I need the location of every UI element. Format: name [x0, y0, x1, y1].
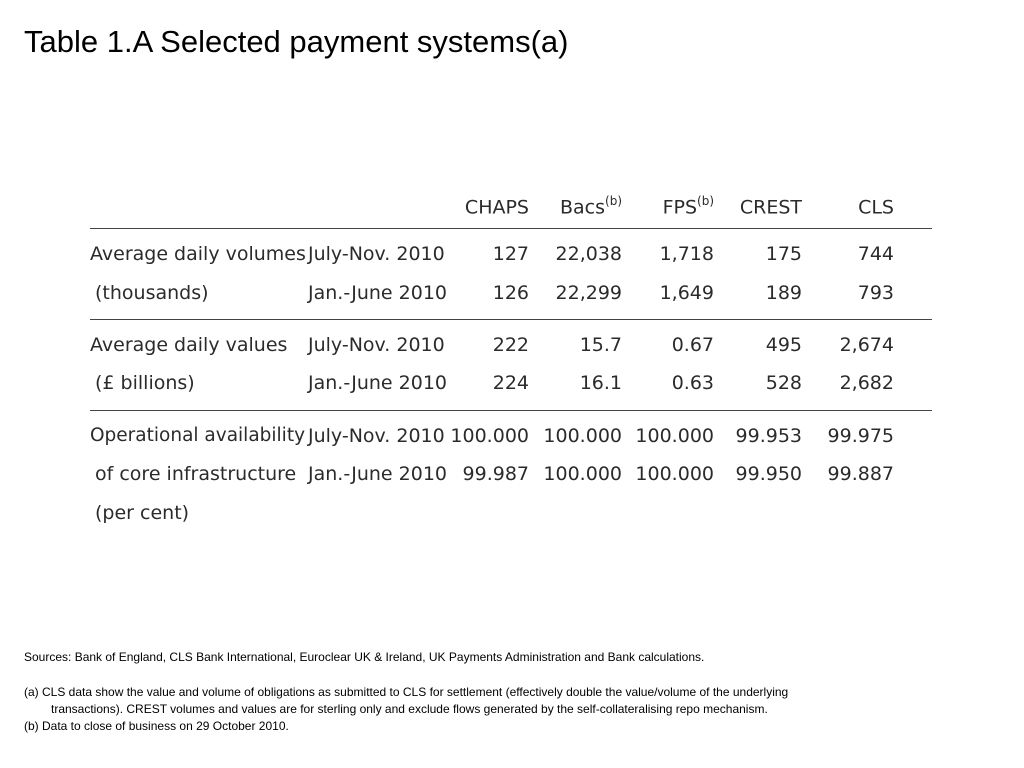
table-cell: 100.000 [543, 463, 622, 485]
table-cell: 1,649 [659, 282, 714, 304]
table-cell: 22,038 [555, 243, 622, 265]
table-cell: 100.000 [635, 463, 714, 485]
table-cell: 127 [492, 243, 529, 265]
table-cell: 99.950 [735, 463, 802, 485]
payment-systems-table [90, 180, 932, 540]
section-label-availability-line2: of core infrastructure [95, 463, 297, 485]
table-cell: 528 [765, 372, 802, 394]
table-cell: 2,674 [839, 334, 894, 356]
footnote-a: (a) CLS data show the value and volume of obligations as submitted to CLS for settlement (effectively double the value/volume of the underlying [24, 685, 789, 699]
page-title: Table 1.A Selected payment systems(a) [24, 24, 569, 59]
table-rule [90, 410, 932, 411]
table-cell: 2,682 [839, 372, 894, 394]
table-cell: 0.67 [671, 334, 714, 356]
section-label-availability: Operational availability [90, 425, 306, 446]
table-cell: 224 [492, 372, 529, 394]
table-cell: 1,718 [659, 243, 714, 265]
table-cell: 99.975 [827, 425, 894, 447]
sources-note: Sources: Bank of England, CLS Bank International, Euroclear UK & Ireland, UK Payments Administration and Bank calculations. [24, 650, 705, 664]
column-header-fps: FPS$^{(b)}$ [662, 194, 714, 219]
table-rule [90, 228, 932, 229]
footnote-b: (b) Data to close of business on 29 October 2010. [24, 719, 289, 733]
table-cell: 16.1 [579, 372, 622, 394]
table-cell: 793 [857, 282, 894, 304]
period-label: July-Nov. 2010 [308, 334, 445, 356]
section-label-availability-unit: (per cent) [95, 502, 190, 524]
table-cell: 99.953 [735, 425, 802, 447]
table-cell: 222 [492, 334, 529, 356]
table-cell: 22,299 [555, 282, 622, 304]
footnote-a-continued: transactions). CREST volumes and values are for sterling only and exclude flows generated by the self-collateralising repo mechanism. [51, 702, 768, 716]
footnotes [24, 649, 1004, 735]
section-label-volumes: Average daily volumes [90, 243, 306, 265]
period-label: July-Nov. 2010 [308, 243, 445, 265]
column-header-bacs: Bacs$^{(b)}$ [559, 194, 622, 219]
period-label: Jan.-June 2010 [308, 463, 448, 485]
table-cell: 189 [765, 282, 802, 304]
table-cell: 100.000 [635, 425, 714, 447]
table-cell: 15.7 [579, 334, 622, 356]
table-cell: 99.887 [827, 463, 894, 485]
table-cell: 100.000 [543, 425, 622, 447]
table-rule [90, 319, 932, 320]
table-cell: 99.987 [462, 463, 529, 485]
table-cell: 0.63 [671, 372, 714, 394]
column-header-crest: CREST [739, 196, 802, 219]
table-cell: 744 [857, 243, 894, 265]
table-cell: 495 [765, 334, 802, 356]
section-label-volumes-unit: (thousands) [95, 282, 209, 304]
table-cell: 100.000 [450, 425, 529, 447]
period-label: July-Nov. 2010 [308, 425, 445, 447]
section-label-values: Average daily values [90, 334, 288, 356]
section-label-values-unit: (£ billions) [95, 372, 195, 394]
table-cell: 175 [765, 243, 802, 265]
period-label: Jan.-June 2010 [308, 282, 448, 304]
table-cell: 126 [492, 282, 529, 304]
column-header-chaps: CHAPS [464, 196, 529, 219]
period-label: Jan.-June 2010 [308, 372, 448, 394]
column-header-cls: CLS [858, 196, 894, 219]
